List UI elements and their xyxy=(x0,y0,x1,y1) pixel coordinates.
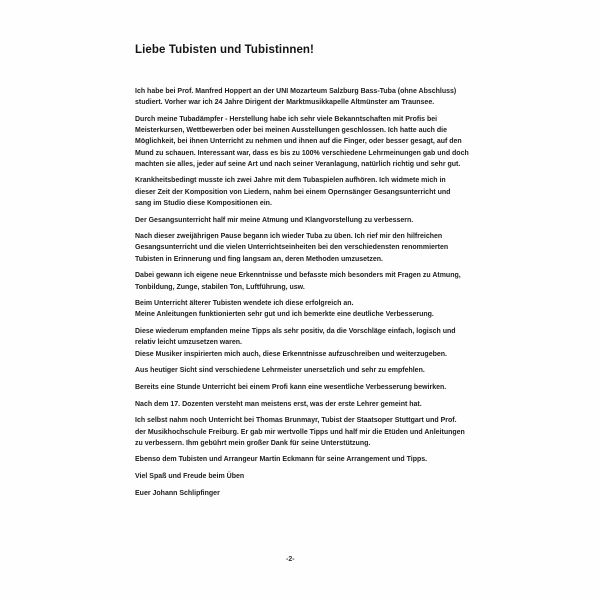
paragraph xyxy=(135,86,475,108)
text-line: der Musikhochschule Freiburg. Er gab mir wertvolle Tipps und half mir die Etüden und Anleitungen xyxy=(135,428,465,436)
paragraph xyxy=(135,471,475,482)
text-line: Tubisten in Erinnerung und fing langsam an, deren Methoden umzusetzen. xyxy=(135,255,383,263)
text-line: Ebenso dem Tubisten und Arrangeur Martin Eckmann für seine Arrangement und Tipps. xyxy=(135,456,428,464)
text-line: Der Gesangsunterricht half mir meine Atmung und Klangvorstellung zu verbessern. xyxy=(135,216,414,224)
paragraph xyxy=(135,175,475,209)
paragraph xyxy=(135,231,475,265)
paragraph xyxy=(135,382,475,393)
text-line: Meisterkursen, Wettbewerben oder bei meinen Ausstellungen geschlossen. Ich hatte auch die xyxy=(135,127,447,135)
text-line: Aus heutiger Sicht sind verschiedene Lehrmeister unersetzlich und sehr zu empfehlen. xyxy=(135,367,425,375)
text-line: Tonbildung, Zunge, stabilen Ton, Luftführung, usw. xyxy=(135,283,305,291)
paragraph xyxy=(135,365,475,376)
text-line: Durch meine Tubadämpfer - Herstellung habe ich sehr viele Bekanntschaften mit Profis bei xyxy=(135,115,438,123)
page-number: -2- xyxy=(286,556,295,563)
paragraph xyxy=(135,488,475,499)
text-line: Ich selbst nahm noch Unterricht bei Thomas Brunmayr, Tubist der Staatsoper Stuttgart und Prof. xyxy=(135,417,457,425)
text-line: Dabei gewann ich eigene neue Erkenntnisse und befasste mich besonders mit Fragen zu Atmung, xyxy=(135,272,461,280)
text-line: Möglichkeit, bei ihnen Unterricht zu nehmen und ihnen auf die Finger, oder besser gesagt, auf den xyxy=(135,138,462,146)
text-line: Viel Spaß und Freude beim Üben xyxy=(135,473,245,481)
text-line: Euer Johann Schlipfinger xyxy=(135,489,220,497)
text-line: relativ leicht umzusetzen waren. xyxy=(135,339,242,347)
text-line: Ich habe bei Prof. Manfred Hoppert an der UNI Mozarteum Salzburg Bass-Tuba (ohne Abschluss) xyxy=(135,88,457,95)
text-line: Nach dem 17. Dozenten versteht man meistens erst, was der erste Lehrer gemeint hat. xyxy=(135,400,422,408)
text-line: Nach dieser zweijährigen Pause begann ich wieder Tuba zu üben. Ich rief mir den hilfreichen xyxy=(135,233,443,241)
text-line: machten sie alles, jeder auf seine Art und nach seiner Veranlagung, natürlich richtig und sehr gut. xyxy=(135,160,461,168)
text-line: zu verbessern. Ihm gebührt mein großer Dank für seine Unterstützung. xyxy=(135,439,371,447)
text-line: Diese Musiker inspirierten mich auch, diese Erkenntnisse aufzuschreiben und weiterzugeben. xyxy=(135,350,447,358)
text-line: Mund zu schauen. Interessant war, dass es bis zu 100% verschiedene Lehrmeinungen gab und doch xyxy=(135,149,469,157)
paragraph xyxy=(135,326,475,360)
text-line: dieser Zeit der Komposition von Liedern, nahm bei einem Opernsänger Gesangsunterricht und xyxy=(135,188,451,196)
text-line: Krankheitsbedingt musste ich zwei Jahre mit dem Tubaspielen aufhören. Ich widmete mich in xyxy=(135,177,446,185)
text-line: Diese wiederum empfanden meine Tipps als sehr positiv, da die Vorschläge einfach, logisch und xyxy=(135,328,456,336)
page-heading: Liebe Tubisten und Tubistinnen! xyxy=(135,44,314,56)
paragraph xyxy=(135,415,475,449)
text-line: Meine Anleitungen funktionierten sehr gut und ich bemerkte eine deutliche Verbesserung. xyxy=(135,311,434,319)
text-line: sang im Studio diese Kompositionen ein. xyxy=(135,199,272,207)
text-line: Beim Unterricht älterer Tubisten wendete ich diese erfolgreich an. xyxy=(135,300,354,308)
paragraph xyxy=(135,298,475,320)
text-line: studiert. Vorher war ich 24 Jahre Dirigent der Marktmusikkapelle Altmünster am Traunsee. xyxy=(135,99,435,107)
text-line: Gesangsunterricht und die vielen Unterrichtseinheiten bei den verschiedensten renommierten xyxy=(135,244,449,252)
paragraph xyxy=(135,114,475,170)
paragraph xyxy=(135,270,475,292)
text-line: Bereits eine Stunde Unterricht bei einem Profi kann eine wesentliche Verbesserung bewirken. xyxy=(135,383,447,391)
paragraph xyxy=(135,454,475,465)
letter-body xyxy=(135,86,475,505)
paragraph xyxy=(135,399,475,410)
paragraph xyxy=(135,215,475,226)
